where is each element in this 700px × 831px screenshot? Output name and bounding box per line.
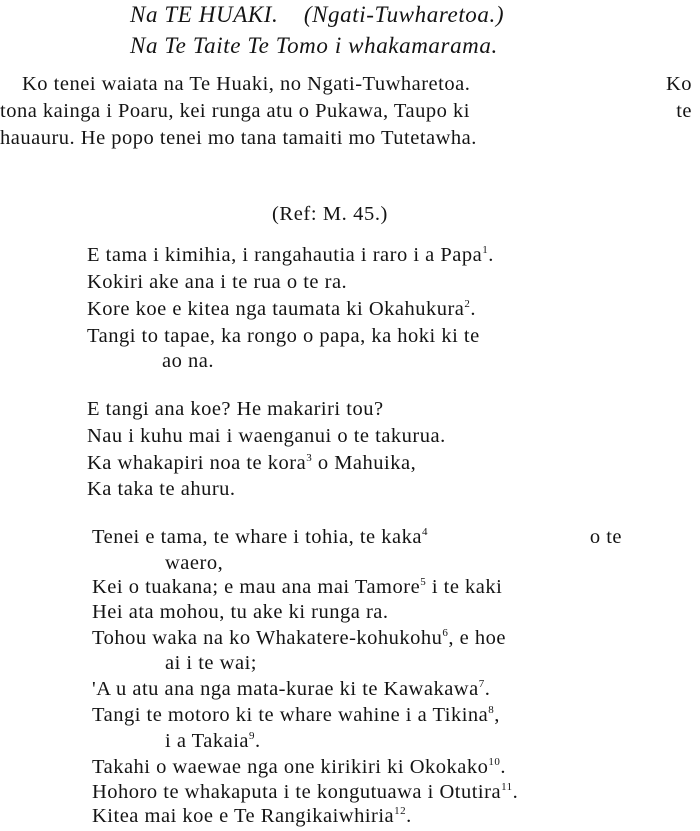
footnote-marker: 6 bbox=[442, 627, 449, 639]
verse-line: E tama i kimihia, i rangahautia i raro i a Papa$^1$. bbox=[87, 244, 494, 266]
song-title bbox=[130, 2, 504, 28]
intro-line-2: tona kainga i Poaru, kei runga atu o Pukawa, Taupo ki te bbox=[0, 100, 692, 122]
song-subtitle: Na Te Taite Te Tomo i whakamarama. bbox=[130, 33, 498, 58]
footnote-marker: 8 bbox=[488, 704, 495, 716]
verse-line: Tenei e tama, te whare i tohia, te kaka$^4$ o te bbox=[92, 526, 622, 548]
verse-line: Tohou waka na ko Whakatere-kohukohu$^6$, e hoe bbox=[92, 627, 506, 649]
verse-line-indented: ao na. bbox=[162, 350, 214, 372]
verse-line-indented: ai i te wai; bbox=[165, 652, 257, 674]
verse-line: Kitea mai koe e Te Rangikaiwhiria$^{12}$. bbox=[92, 805, 412, 827]
footnote-marker: 5 bbox=[420, 576, 427, 588]
footnote-marker: 10 bbox=[488, 756, 501, 768]
verse-line: E tangi ana koe? He makariri tou? bbox=[87, 398, 384, 420]
footnote-marker: 3 bbox=[306, 452, 313, 464]
verse-line: Ka whakapiri noa te kora$^3$ o Mahuika, bbox=[87, 452, 417, 474]
reference: (Ref: M. 45.) bbox=[272, 203, 388, 225]
verse-line: Hohoro te whakaputa i te kongutuawa i Otutira$^{11}$. bbox=[92, 781, 519, 803]
footnote-marker: 11 bbox=[501, 781, 513, 793]
verse-line-indented: i a Takaia$^9$. bbox=[165, 730, 261, 752]
tribe-name: (Ngati-Tuwharetoa.) bbox=[303, 2, 505, 27]
verse-line: Nau i kuhu mai i waenganui o te takurua. bbox=[87, 425, 446, 447]
footnote-marker: 12 bbox=[394, 805, 407, 817]
verse-line: Kei o tuakana; e mau ana mai Tamore$^5$ i te kaki bbox=[92, 576, 503, 598]
verse-line: 'A u atu ana nga mata-kurae ki te Kawakawa$^7$. bbox=[92, 678, 491, 700]
intro-line-1: Ko tenei waiata na Te Huaki, no Ngati-Tuwharetoa. Ko bbox=[22, 73, 692, 95]
verse-line: Kore koe e kitea nga taumata ki Okahukura$^2$. bbox=[87, 298, 477, 320]
footnote-marker: 7 bbox=[478, 678, 485, 690]
verse-line: Tangi to tapae, ka rongo o papa, ka hoki ki te bbox=[87, 325, 480, 347]
footnote-marker: 4 bbox=[421, 526, 428, 538]
footnote-marker: 9 bbox=[249, 730, 256, 742]
footnote-marker: 2 bbox=[464, 298, 471, 310]
footnote-marker: 1 bbox=[482, 244, 489, 256]
author-title: Na TE HUAKI. bbox=[130, 2, 279, 27]
verse-line-indented: waero, bbox=[165, 552, 224, 574]
verse-line: Takahi o waewae nga one kirikiri ki Okokako$^{10}$. bbox=[92, 756, 506, 778]
verse-line: Tangi te motoro ki te whare wahine i a Tikina$^8$, bbox=[92, 704, 500, 726]
intro-line-3: hauauru. He popo tenei mo tana tamaiti mo Tutetawha. bbox=[0, 127, 477, 149]
verse-line: Hei ata mohou, tu ake ki runga ra. bbox=[92, 601, 389, 623]
verse-line: Kokiri ake ana i te rua o te ra. bbox=[87, 271, 348, 293]
verse-line: Ka taka te ahuru. bbox=[87, 478, 236, 500]
